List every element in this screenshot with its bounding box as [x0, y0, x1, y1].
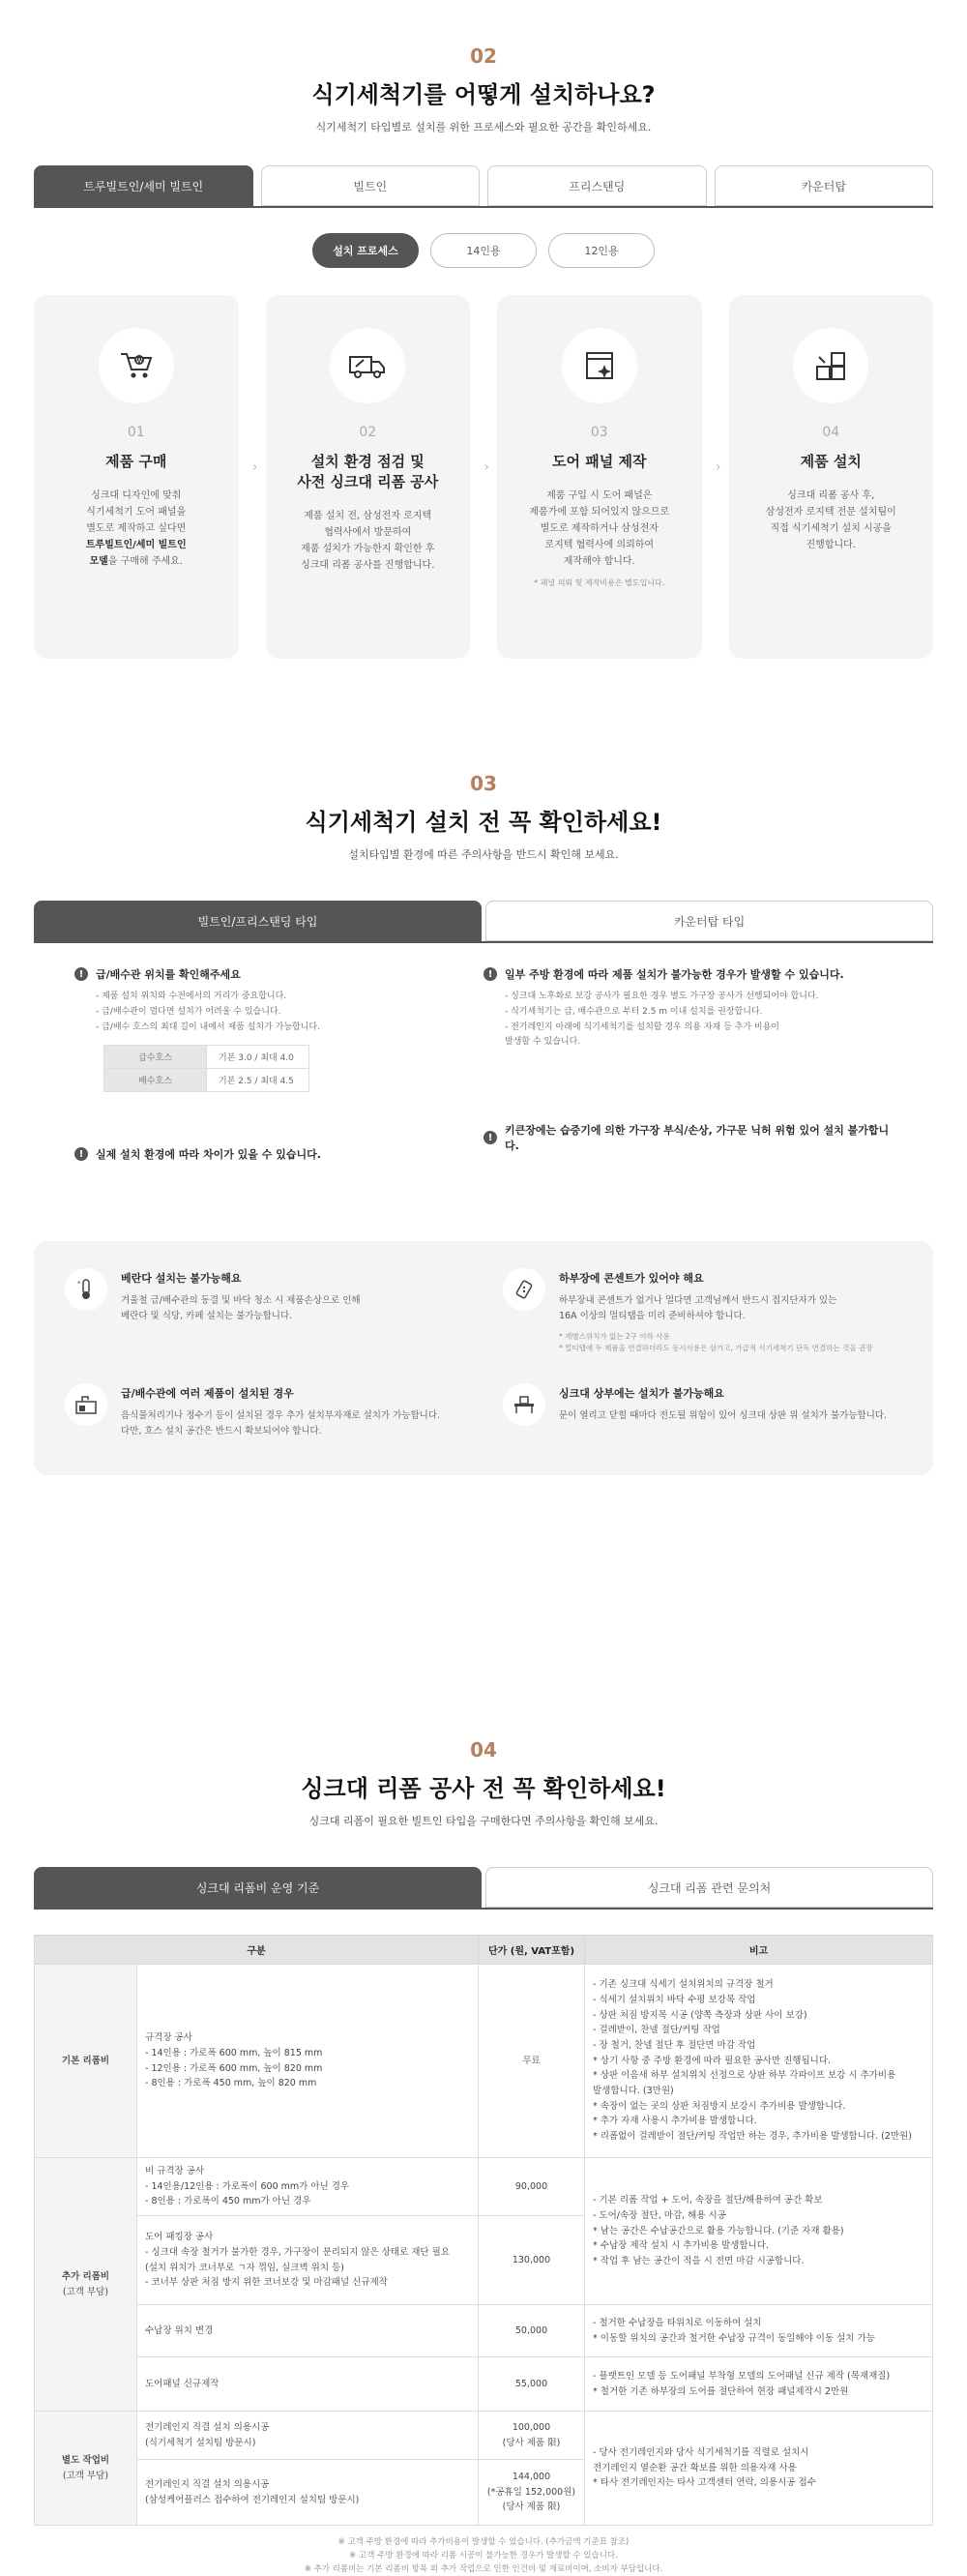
- step-description: 제품 설치 전, 삼성전자 로지텍 협력사에서 방문하여 제품 설치가 가능한지 확인한 후 싱크대 리폼 공사를 진행합니다.: [301, 511, 435, 571]
- step-card: [34, 295, 258, 659]
- warning-item: 싱크대 상부에는 설치가 불가능해요 문이 열리고 닫힐 때마다 전도될 위험이 있어 싱크대 상판 위 설치가 불가능합니다.: [503, 1383, 902, 1448]
- truck-icon: [330, 328, 405, 403]
- pill-14[interactable]: 14인용: [430, 233, 537, 268]
- notes-right: [484, 966, 893, 1162]
- note-list: - 제품 설치 위치와 수전에서의 거리가 중요합니다. - 급/배수관이 멀다면 설치가 어려울 수 있습니다. - 급/배수 호스의 최대 길이 내에서 제품 설치가 가능합니다.: [96, 992, 320, 1032]
- section-subtitle: 식기세척기 타입별로 설치를 위한 프로세스와 필요한 공간을 확인하세요.: [315, 121, 652, 133]
- step-card: [266, 295, 489, 659]
- process-steps: [34, 295, 933, 659]
- note-heading: ! 일부 주방 환경에 따라 제품 설치가 불가능한 경우가 발생할 수 있습니다.: [484, 966, 893, 982]
- step-number: 01: [127, 425, 145, 440]
- tab-builtin-freestanding[interactable]: 빌트인/프리스탠딩 타입: [34, 901, 482, 941]
- chevron-right-icon: ›: [484, 459, 489, 475]
- step-title: 제품 구매: [105, 453, 167, 470]
- step-title: 제품 설치: [800, 453, 862, 470]
- svg-text:*: *: [77, 1280, 81, 1288]
- type-tabs: [34, 165, 933, 206]
- cart-icon: [99, 328, 174, 403]
- step-number: 03: [590, 425, 608, 440]
- section-title: 식기세척기를 어떻게 설치하나요?: [311, 81, 656, 108]
- reform-tabs: [34, 1867, 933, 1908]
- exclamation-icon: !: [74, 967, 88, 981]
- tab-divider: [34, 941, 933, 943]
- table-row: 도어 패킹장 공사 - 싱크대 속장 철거가 불가한 경우, 가구장이 분리되지 않은 상태로 재단 필요 (설치 위치가 코너부로 ㄱ자 꺾임, 실크벽 위치 등) - 코너부 상판 처짐 방지 위한 코너보강 및 마감패널 신규제작 130,000: [35, 2216, 933, 2305]
- note-heading: ! 급/배수관 위치를 확인해주세요: [74, 966, 484, 982]
- install-process-section: [0, 0, 967, 677]
- table-row: 전기레인지 직결 설치 의용시공 (삼성케어플러스 접수하여 전기레인지 설치팀 방문시) 144,000 (*공휴일 152,000원) (당사 제품 限): [35, 2460, 933, 2526]
- section-title: 싱크대 리폼 공사 전 꼭 확인하세요!: [301, 1775, 666, 1802]
- reform-price-table: [34, 1935, 933, 2526]
- thermometer-icon: [65, 1268, 107, 1311]
- tab-freestanding[interactable]: 프리스탠딩: [487, 165, 707, 206]
- step-title: 도어 패널 제작: [552, 453, 647, 470]
- step-note: * 패널 의뢰 및 제작비용은 별도입니다.: [534, 578, 665, 587]
- section-number: 04: [470, 1738, 497, 1762]
- row-category: 기본 리폼비: [35, 1965, 137, 2158]
- row-category: 별도 작업비 (고객 부담): [35, 2412, 137, 2526]
- exclamation-icon: !: [484, 967, 497, 981]
- table-row: 추가 리폼비 (고객 부담) 비 규격장 공사 - 14인용/12인용 : 가로폭이 600 mm가 아닌 경우 - 8인용 : 가로폭이 450 mm가 아닌 경우 90,000 - 기본 리폼 작업 + 도어, 속장을 절단/해용하여 공간 확보 - 도어/속장 절단, 마감, 해용 시공 * 남는 공간은 수납공간으로 활용 가능합니다. (기준 자재 활용) * 수납장 제작 설치 시 추가비용 발생합니다. * 작업 후 남는 공간이 적을 시 전면 마감 시공합니다.: [35, 2158, 933, 2216]
- table-row: 수납장 위치 변경 50,000 - 철거한 수납장을 타위치로 이동하여 설치 * 이동할 위치의 공간과 철거한 수납장 규격이 동일해야 이동 설치 가능: [35, 2305, 933, 2357]
- table-row: 별도 작업비 (고객 부담) 전기레인지 직결 설치 의용시공 (식기세척기 설치팀 방문시) 100,000 (당사 제품 限) - 당사 전기레인지와 당사 식기세척기를 직렬로 설치시 전기레인지 열순환 공간 확보를 위한 의용자재 사용 * 타사 전기레인지는 타사 고객센터 연락, 의용시공 접수: [35, 2412, 933, 2460]
- note-heading: ! 키큰장에는 습증기에 의한 가구장 부식/손상, 가구문 닉허 위험 있어 설치 불가합니다.: [484, 1122, 893, 1153]
- table-row: 기본 리폼비 규격장 공사 - 14인용 : 가로폭 600 mm, 높이 815 mm - 12인용 : 가로폭 600 mm, 높이 820 mm - 8인용 : 가로폭 450 mm, 높이 820 mm 무료 - 기존 싱크대 식세기 설치위치의 규격장 철거 - 식세기 설치위치 바닥 수평 보강목 작업 - 상판 처짐 방지목 시공 (양쪽 측장과 상판 사이 보강) - 걸레받이, 찬넬 절단/커팅 작업 - 장 철거, 찬넬 절단 후 절단면 마감 작업 * 상기 사항 중 주방 환경에 따라 필요한 공사만 진행됩니다. * 상판 이음새 하부 설치위치 선정으로 상판 하부 각파이프 보강 시 추가비용 발생합니다. (3만원) * 속장이 없는 곳의 상판 처짐방지 보강시 추가비용 발생합니다. * 추가 자재 사용시 추가비용 발생합니다. * 리폼없이 걸레받이 절단/커팅 작업만 하는 경우, 추가비용 발생합니다. (2만원): [35, 1965, 933, 2158]
- pill-12[interactable]: 12인용: [548, 233, 655, 268]
- chevron-right-icon: ›: [251, 459, 258, 475]
- step-description: 제품 구입 시 도어 패널은 제품가에 포함 되어있지 않으므로 별도로 제작하거나 삼성전자 로지텍 협력사에 의뢰하여 제작해야 합니다.: [529, 490, 670, 567]
- warning-item: 급/배수관에 여러 제품이 설치된 경우 음식물처리기나 정수기 등이 설치된 경우 추가 설치부자재로 설치가 가능합니다. 다만, 호스 설치 공간은 반드시 확보되어야 합니다.: [65, 1383, 464, 1448]
- step-card: [729, 295, 934, 659]
- pill-process[interactable]: 설치 프로세스: [312, 233, 419, 268]
- tab-countertop[interactable]: 카운터탑: [715, 165, 934, 206]
- section-number: 03: [470, 772, 497, 795]
- section-subtitle: 설치타입별 환경에 따른 주의사항을 반드시 확인해 보세요.: [348, 848, 619, 861]
- exclamation-icon: !: [74, 1147, 88, 1161]
- install-type-tabs: [34, 901, 933, 941]
- reform-section: [0, 1673, 967, 2576]
- step-description: 싱크대 리폼 공사 후, 삼성전자 로지텍 전문 설치팀이 직접 식기세척기 설치 시공을 진행합니다.: [765, 490, 896, 550]
- step-title: 설치 환경 점검 및 사전 싱크대 리폼 공사: [297, 453, 439, 490]
- tab-divider: [34, 206, 933, 208]
- svg-text:W: W: [135, 357, 143, 365]
- chevron-right-icon: ›: [715, 459, 721, 475]
- process-pills: [0, 233, 967, 268]
- notes-left: [74, 966, 484, 1162]
- column-header: 비고: [585, 1936, 933, 1965]
- tab-builtin[interactable]: 빌트인: [261, 165, 481, 206]
- step-number: 04: [822, 425, 840, 440]
- column-header: 구분: [35, 1936, 479, 1965]
- exclamation-icon: !: [484, 1131, 497, 1144]
- section-subtitle: 싱크대 리폼이 필요한 빌트인 타입을 구매한다면 주의사항을 확인해 보세요.: [308, 1815, 659, 1827]
- footnotes: ※ 고객 주방 환경에 따라 추가비용이 발생할 수 있습니다. (추가금액 기준표 참조) ※ 고객 주방 환경에 따라 리폼 시공이 불가능한 경우가 발생할 수 있습니다. ※ 추가 리폼비는 기본 리폼비 항목 외 추가 작업으로 인한 인건비 및 재료비이며, 소비자 부담입니다.: [304, 2537, 663, 2575]
- table-row: 도어패널 신규제작 55,000 - 플랫트인 모델 등 도어패널 부착형 모델의 도어패널 신규 제작 (목재재질) * 철거한 기존 하부장의 도어를 절단하여 현장 패널제작시 2만원: [35, 2357, 933, 2412]
- column-header: 단가 (원, VAT포함): [479, 1936, 585, 1965]
- install-notes: [34, 966, 933, 1162]
- install-icon: [793, 328, 868, 403]
- warning-box: [34, 1241, 933, 1475]
- hose-length-table: [103, 1045, 309, 1092]
- sink-icon: [65, 1383, 107, 1426]
- note-heading: ! 실제 설치 환경에 따라 차이가 있을 수 있습니다.: [74, 1146, 484, 1162]
- step-number: 02: [359, 425, 377, 440]
- row-category: 추가 리폼비 (고객 부담): [35, 2158, 137, 2412]
- table-row: 배수호스 기본 2.5 / 최대 4.5: [104, 1069, 309, 1092]
- section-title: 식기세척기 설치 전 꼭 확인하세요!: [305, 809, 662, 836]
- table-header-row: [35, 1936, 933, 1965]
- section-number: 02: [470, 44, 497, 68]
- warning-item: 하부장에 콘센트가 있어야 해요 하부장내 콘센트가 없거나 멀다면 고객님께서 반드시 접지단자가 있는 16A 이상의 멀티탭을 미리 준비하셔야 합니다. * 개별스위치가 없는 2구 이하 사용 * 멀티탭에 두 제품을 연결하더라도 동시사용은 삼가고, 가급적 식기세척기 단독 연결하는 것을 권장: [503, 1268, 902, 1362]
- tab-reform-inquiry[interactable]: 싱크대 리폼 관련 문의처: [485, 1867, 933, 1908]
- panel-icon: [562, 328, 637, 403]
- tab-countertop-type[interactable]: 카운터탑 타입: [485, 901, 933, 941]
- plug-icon: [503, 1268, 545, 1311]
- tab-true-builtin[interactable]: 트루빌트인/세미 빌트인: [34, 165, 253, 206]
- step-description: 싱크대 디자인에 맞춰 식기세척기 도어 패널을 별도로 제작하고 싶다면 트루빌트인/세미 빌트인 모델을 구매해 주세요.: [85, 490, 187, 567]
- warning-item: * 베란다 설치는 불가능해요 겨울철 급/배수관의 동결 및 바닥 청소 시 제품손상으로 인해 베란다 및 식당, 카페 설치는 불가능합니다.: [65, 1268, 464, 1362]
- precaution-section: [0, 677, 967, 1673]
- desk-icon: [503, 1383, 545, 1426]
- step-card: [497, 295, 721, 659]
- note-list: - 싱크대 노후화로 보강 공사가 필요한 경우 별도 가구장 공사가 선행되어야 합니다. - 식기세척기는 급, 배수관으로 부터 2.5 m 이내 설치를 권장합니다. - 전기레인지 아래에 식기세척기를 설치할 경우 의용 자재 등 추가 비용이 발생할 수 있습니다.: [505, 992, 819, 1048]
- table-row: 급수호스 기본 3.0 / 최대 4.0: [104, 1046, 309, 1069]
- tab-reform-cost[interactable]: 싱크대 리폼비 운영 기준: [34, 1867, 482, 1908]
